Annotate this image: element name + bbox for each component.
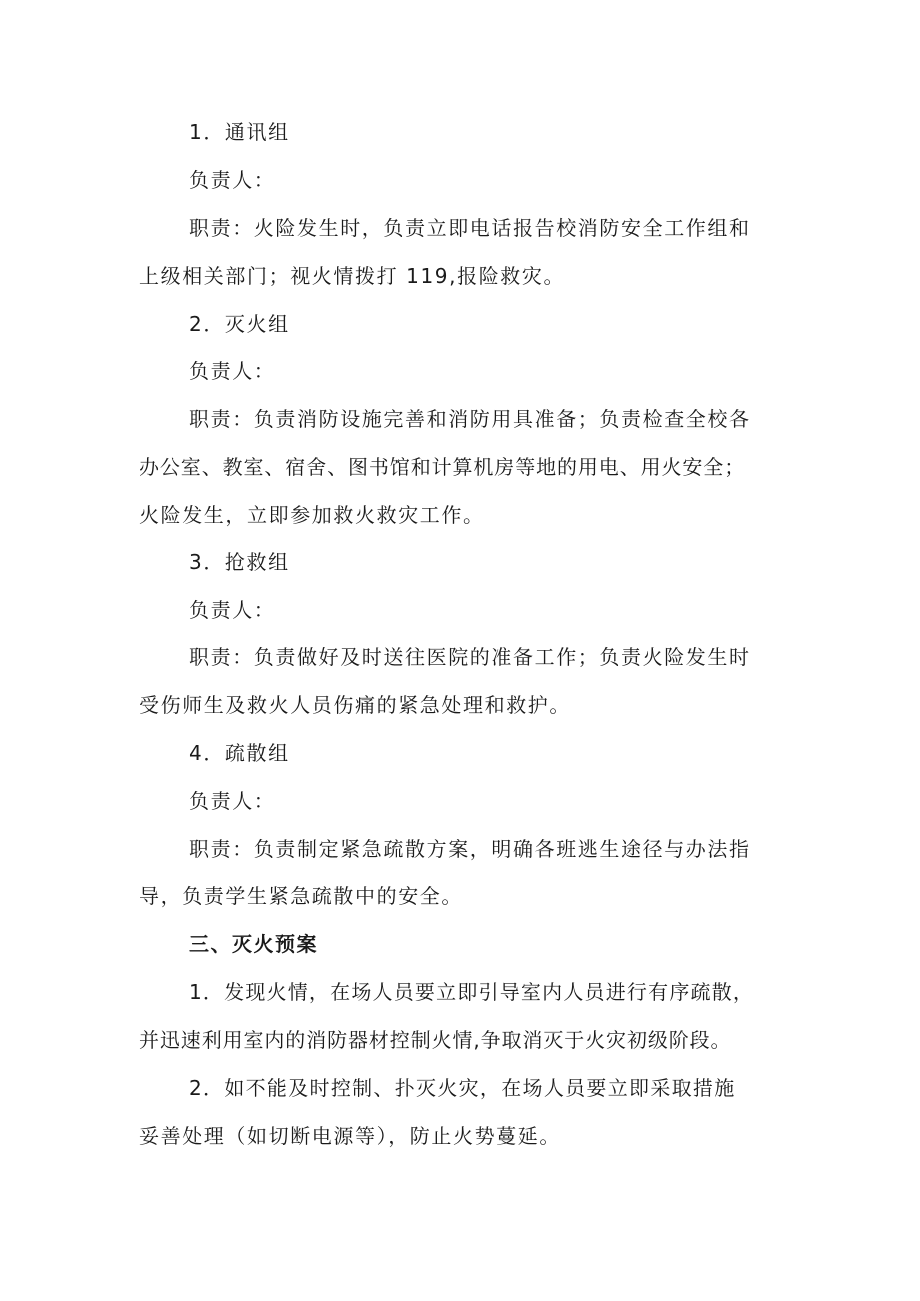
- group-3-duty-line-1: 职责：负责做好及时送往医院的准备工作；负责火险发生时: [189, 645, 751, 669]
- group-1-duty-line-2: 上级相关部门；视火情拨打 119,报险救灾。: [139, 264, 566, 288]
- group-2-leader: 负责人：: [189, 359, 276, 383]
- group-4-title: 4．疏散组: [189, 741, 290, 765]
- group-2-title: 2．灭火组: [189, 312, 290, 336]
- group-2-duty-line-2: 办公室、教室、宿舍、图书馆和计算机房等地的用电、用火安全；: [139, 455, 746, 479]
- section-3-item-2-line-2: 妥善处理（如切断电源等），防止火势蔓延。: [139, 1124, 561, 1148]
- group-1-title: 1．通讯组: [189, 120, 290, 144]
- group-3-duty-line-2: 受伤师生及救火人员伤痛的紧急处理和救护。: [139, 693, 571, 717]
- group-4-duty-line-2: 导，负责学生紧急疏散中的安全。: [139, 884, 463, 908]
- section-3-heading: 三、灭火预案: [189, 932, 318, 956]
- group-1-duty-line-1: 职责：火险发生时，负责立即电话报告校消防安全工作组和: [189, 216, 751, 240]
- section-3-item-1-line-1: 1．发现火情，在场人员要立即引导室内人员进行有序疏散，: [189, 980, 755, 1004]
- group-1-leader: 负责人：: [189, 168, 276, 192]
- group-3-title: 3．抢救组: [189, 550, 290, 574]
- group-4-leader: 负责人：: [189, 789, 276, 813]
- group-2-duty-line-3: 火险发生，立即参加救火救灾工作。: [139, 503, 485, 527]
- group-2-duty-line-1: 职责：负责消防设施完善和消防用具准备；负责检查全校各: [189, 407, 751, 431]
- section-3-item-1-line-2: 并迅速利用室内的消防器材控制火情,争取消灭于火灾初级阶段。: [139, 1028, 732, 1052]
- section-3-item-2-line-1: 2．如不能及时控制、扑灭火灾，在场人员要立即采取措施: [189, 1076, 736, 1100]
- group-4-duty-line-1: 职责：负责制定紧急疏散方案，明确各班逃生途径与办法指: [189, 837, 751, 861]
- group-3-leader: 负责人：: [189, 598, 276, 622]
